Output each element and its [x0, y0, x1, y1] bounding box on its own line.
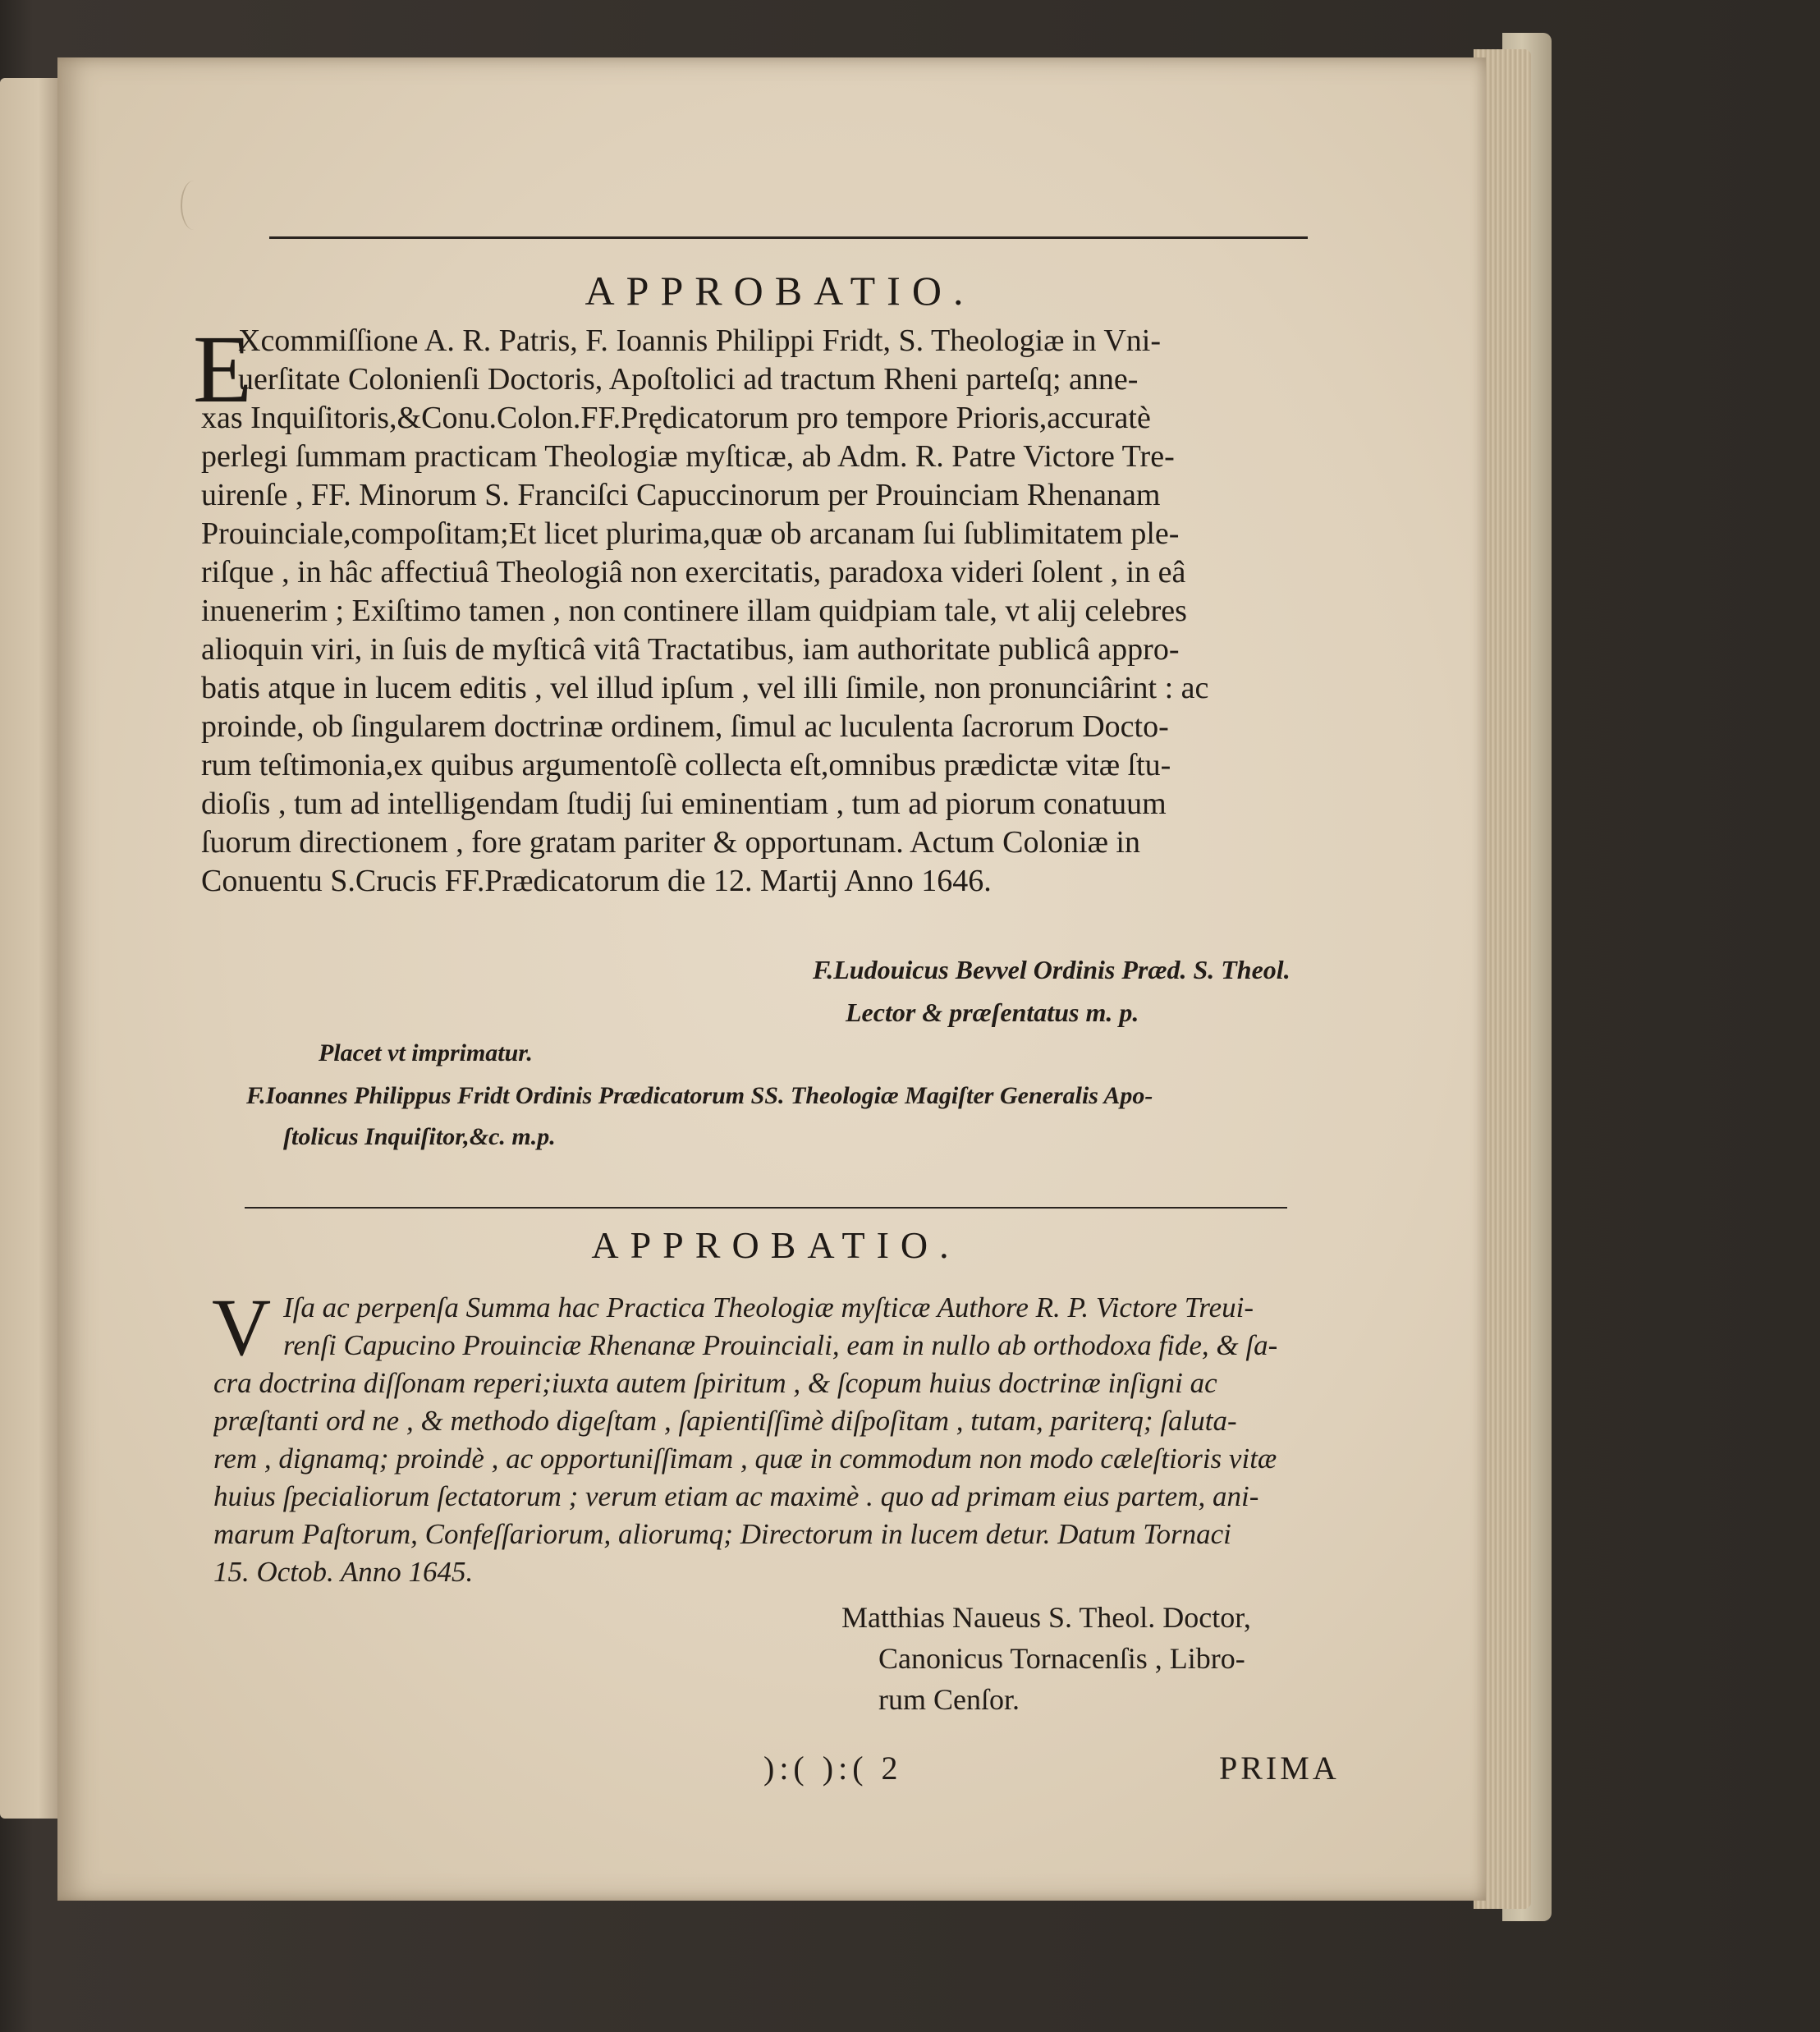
text-line: cra doctrina diſſonam reperi;iuxta autem ſpiritum , & ſcopum huius doctrinæ inſigni ac: [213, 1367, 1217, 1399]
signature-line: ſtolicus Inquiſitor,&c. m.p.: [283, 1123, 556, 1150]
signature-line: Matthias Naueus S. Theol. Doctor,: [841, 1601, 1251, 1634]
catchword: PRIMA: [1219, 1750, 1340, 1787]
text-line: huius ſpecialiorum ſectatorum ; verum etiam ac maximè . quo ad primam eius partem, ani-: [213, 1480, 1259, 1512]
text-line: ſuorum directionem , fore gratam pariter & opportunam. Actum Coloniæ in: [201, 825, 1140, 860]
text-line: uerſitate Colonienſi Doctoris, Apoſtolici ad tractum Rheni parteſq; anne-: [238, 362, 1139, 397]
approbatio-1-signature: [813, 948, 1387, 1034]
text-line: alioquin viri, in ſuis de myſticâ vitâ Tractatibus, iam authoritate publicâ appro-: [201, 632, 1180, 667]
text-line: dioſis , tum ad intelligendam ſtudij ſui eminentiam , tum ad piorum conatuum: [201, 787, 1167, 821]
approbatio-2-signature: [841, 1597, 1400, 1720]
signature-line: F.Ludouicus Bevvel Ordinis Præd. S. Theol.: [813, 955, 1291, 984]
text-line: rem , dignamq; proindè , ac opportuniſſimam , quæ in commodum non modo cæleſtioris vitæ: [213, 1443, 1277, 1475]
page: [57, 57, 1486, 1901]
dropcap-v: V: [212, 1282, 272, 1373]
text-line: riſque , in hâc affectiuâ Theologiâ non exercitatis, paradoxa videri ſolent , in eâ: [201, 555, 1186, 589]
approbatio-1-body: [201, 322, 1383, 901]
text-line: Xcommiſſione A. R. Patris, F. Ioannis Philippi Fridt, S. Theologiæ in Vni-: [238, 323, 1162, 358]
approbatio-2-body: [212, 1282, 1379, 1591]
signature-line: Lector & præſentatus m. p.: [846, 998, 1139, 1027]
imprimatur-signature: [246, 1076, 1404, 1158]
text-line: perlegi ſummam practicam Theologiæ myſticæ, ab Adm. R. Patre Victore Tre-: [201, 439, 1175, 474]
text-line: 15. Octob. Anno 1645.: [213, 1556, 474, 1588]
text-line: rum teſtimonia,ex quibus argumentoſè collecta eſt,omnibus prædictæ vitæ ſtu-: [201, 748, 1171, 782]
text-line: Prouinciale,compoſitam;Et licet plurima,quæ ob arcanam ſui ſublimitatem ple-: [201, 516, 1180, 551]
signature-line: F.Ioannes Philippus Fridt Ordinis Prædicatorum SS. Theologiæ Magiſter Generalis Apo-: [246, 1082, 1153, 1109]
middle-rule: [245, 1207, 1287, 1209]
text-line: marum Paſtorum, Confeſſariorum, aliorumq; Directorum in lucem detur. Datum Tornaci: [213, 1518, 1231, 1550]
dropcap-e: E: [193, 315, 253, 423]
text-line: batis atque in lucem editis , vel illud ipſum , vel illi ſimile, non pronunciârint : ac: [201, 671, 1209, 705]
text-line: inuenerim ; Exiſtimo tamen , non continere illam quidpiam tale, vt alij celebres: [201, 594, 1187, 628]
text-line: uirenſe , FF. Minorum S. Franciſci Capuccinorum per Prouinciam Rhenanam: [201, 478, 1161, 512]
left-page-edge: [0, 78, 64, 1819]
text-line: Conuentu S.Crucis FF.Prædicatorum die 12. Martij Anno 1646.: [201, 864, 992, 898]
approbatio-2-heading: APPROBATIO.: [591, 1224, 960, 1266]
text-line: proinde, ob ſingularem doctrinæ ordinem, ſimul ac luculenta ſacrorum Docto-: [201, 709, 1169, 744]
imprimatur-line: Placet vt imprimatur.: [319, 1039, 533, 1066]
signature-line: rum Cenſor.: [878, 1683, 1020, 1716]
text-line: Iſa ac perpenſa Summa hac Practica Theologiæ myſticæ Authore R. P. Victore Treui-: [283, 1291, 1254, 1323]
top-rule: [269, 236, 1308, 239]
signature-mark: ):( ):( 2: [763, 1750, 903, 1787]
text-line: præſtanti ord ne , & methodo digeſtam , ſapientiſſimè diſpoſitam , tutam, pariterq; ſaluta-: [213, 1405, 1237, 1437]
signature-line: Canonicus Tornacenſis , Libro-: [878, 1642, 1245, 1675]
approbatio-1-heading: APPROBATIO.: [585, 268, 975, 314]
text-line: renſi Capucino Prouinciæ Rhenanæ Prouinciali, eam in nullo ab orthodoxa fide, & ſa-: [283, 1329, 1278, 1361]
text-line: xas Inquiſitoris,&Conu.Colon.FF.Prędicatorum pro tempore Prioris,accuratè: [201, 401, 1151, 435]
page-mark: [181, 181, 207, 230]
